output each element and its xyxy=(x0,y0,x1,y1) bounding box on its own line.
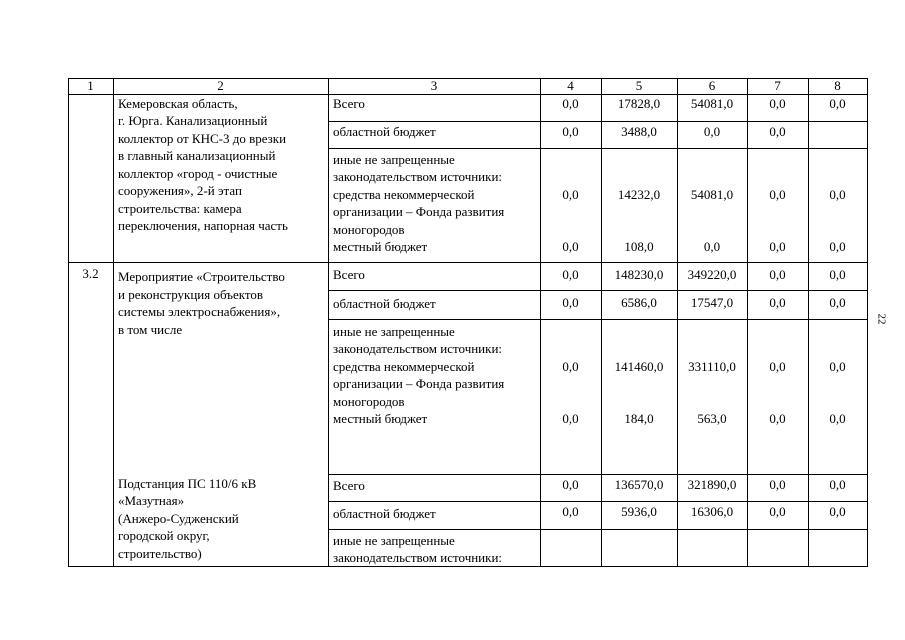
header-col-5: 5 xyxy=(635,78,643,93)
row-label-other: законодательством источники: xyxy=(333,169,503,184)
cell: 184,0 xyxy=(624,411,654,426)
cell: 6586,0 xyxy=(621,295,657,310)
row-label-other: законодательством источники: xyxy=(333,550,503,565)
row-label-local: местный бюджет xyxy=(333,239,428,254)
cell: 0,0 xyxy=(562,239,579,254)
header-col-2: 2 xyxy=(217,78,224,93)
row-label-other: организации – Фонда развития xyxy=(333,204,505,219)
cell: 0,0 xyxy=(829,411,846,426)
row-label-other: средства некоммерческой xyxy=(333,187,475,202)
cell: 0,0 xyxy=(829,239,846,254)
row-label-other: законодательством источники: xyxy=(333,341,503,356)
row-label-regional: областной бюджет xyxy=(333,506,436,521)
item-name-line: строительство) xyxy=(118,546,202,561)
cell: 0,0 xyxy=(769,295,786,310)
cell: 0,0 xyxy=(562,187,579,202)
cell: 108,0 xyxy=(624,239,654,254)
header-col-8: 8 xyxy=(834,78,841,93)
cell: 136570,0 xyxy=(614,477,664,492)
row-label-other: иные не запрещенные xyxy=(333,324,455,339)
cell: 0,0 xyxy=(769,477,786,492)
item-name-line: в главный канализационный xyxy=(118,148,276,163)
row-label-total: Всего xyxy=(333,478,365,493)
cell: 0,0 xyxy=(703,239,721,254)
cell: 141460,0 xyxy=(614,359,664,374)
header-col-4: 4 xyxy=(567,78,574,93)
header-col-1: 1 xyxy=(87,78,94,93)
cell: 0,0 xyxy=(829,359,846,374)
cell: 0,0 xyxy=(769,359,786,374)
item-name-line: и реконструкция объектов xyxy=(118,287,264,302)
item-name-line: системы электроснабжения», xyxy=(118,304,281,319)
cell: 0,0 xyxy=(562,504,579,519)
cell: 0,0 xyxy=(829,96,846,111)
cell: 0,0 xyxy=(829,504,846,519)
row-label-other: иные не запрещенные xyxy=(333,533,455,548)
item-name-line: г. Юрга. Канализационный xyxy=(118,113,268,128)
cell: 0,0 xyxy=(562,124,579,139)
row-label-regional: областной бюджет xyxy=(333,296,436,311)
row-label-total: Всего xyxy=(333,267,365,282)
cell: 5936,0 xyxy=(621,504,657,519)
cell: 0,0 xyxy=(769,96,786,111)
row-label-other: моногородов xyxy=(333,394,405,409)
cell: 54081,0 xyxy=(690,96,734,111)
cell: 0,0 xyxy=(829,477,846,492)
cell: 16306,0 xyxy=(690,504,734,519)
item-name-line: Мероприятие «Строительство xyxy=(118,269,285,284)
page-number: 22 xyxy=(875,313,888,325)
cell: 0,0 xyxy=(829,295,846,310)
row-label-local: местный бюджет xyxy=(333,411,428,426)
row-label-other: средства некоммерческой xyxy=(333,359,475,374)
row-label-regional: областной бюджет xyxy=(333,124,436,139)
cell: 0,0 xyxy=(562,267,579,282)
cell: 0,0 xyxy=(769,187,786,202)
cell: 0,0 xyxy=(769,267,786,282)
cell: 0,0 xyxy=(562,96,579,111)
cell: 349220,0 xyxy=(687,267,737,282)
item-name-line: сооружения», 2-й этап xyxy=(118,183,242,198)
item-name-line: Подстанция ПС 110/6 кВ xyxy=(118,476,257,491)
header-col-6: 6 xyxy=(708,78,716,93)
row-label-other: иные не запрещенные xyxy=(333,152,455,167)
cell: 3488,0 xyxy=(621,124,657,139)
item-name-line: коллектор от КНС-3 до врезки xyxy=(118,131,287,146)
cell: 0,0 xyxy=(562,477,579,492)
cell: 17547,0 xyxy=(690,295,734,310)
cell: 0,0 xyxy=(562,295,579,310)
row-label-other: организации – Фонда развития xyxy=(333,376,505,391)
cell: 0,0 xyxy=(829,187,846,202)
cell: 0,0 xyxy=(769,124,786,139)
cell: 54081,0 xyxy=(690,187,734,202)
cell: 321890,0 xyxy=(687,477,737,492)
item-name-line: коллектор «город - очистные xyxy=(118,166,278,181)
item-name-line: в том числе xyxy=(118,322,183,337)
row-label-other: моногородов xyxy=(333,222,405,237)
cell: 148230,0 xyxy=(614,267,664,282)
item-name-line: переключения, напорная часть xyxy=(118,218,288,233)
item-name-line: городской округ, xyxy=(118,528,210,543)
cell: 0,0 xyxy=(562,411,579,426)
header-col-3: 3 xyxy=(430,78,438,93)
item-number: 3.2 xyxy=(82,266,99,281)
cell: 0,0 xyxy=(769,239,786,254)
cell: 563,0 xyxy=(697,411,727,426)
item-name-line: (Анжеро-Судженский xyxy=(118,511,239,526)
item-name-line: строительства: камера xyxy=(118,201,242,216)
cell: 331110,0 xyxy=(688,359,736,374)
row-label-total: Всего xyxy=(333,96,365,111)
cell: 0,0 xyxy=(829,267,846,282)
cell: 0,0 xyxy=(703,124,721,139)
cell: 0,0 xyxy=(769,411,786,426)
item-name-line: «Мазутная» xyxy=(118,493,185,508)
cell: 14232,0 xyxy=(617,187,661,202)
item-name-line: Кемеровская область, xyxy=(118,96,238,111)
cell: 0,0 xyxy=(769,504,786,519)
header-col-7: 7 xyxy=(774,78,781,93)
cell: 17828,0 xyxy=(617,96,661,111)
cell: 0,0 xyxy=(562,359,579,374)
